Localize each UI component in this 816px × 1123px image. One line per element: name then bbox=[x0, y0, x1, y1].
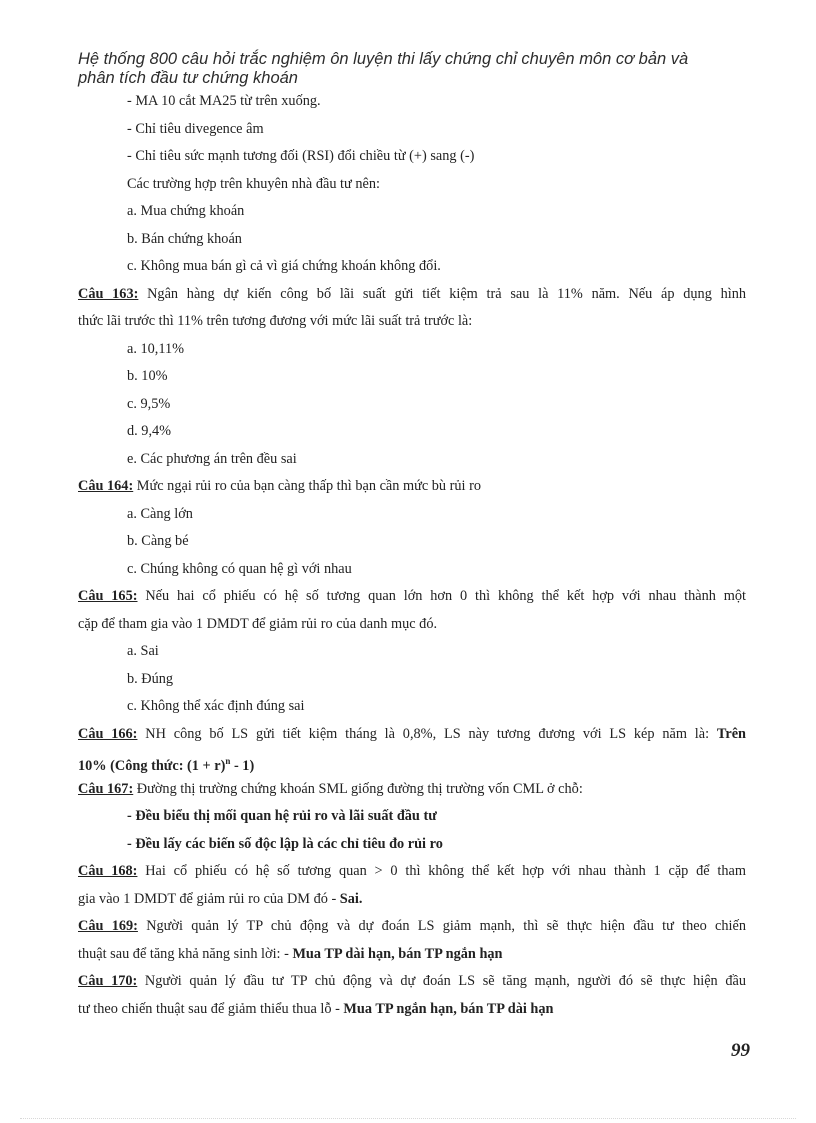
question-text: Người quản lý đầu tư TP chủ động và dự đoán LS sẽ tăng mạnh, người đó sẽ thực hiện đầu bbox=[137, 973, 746, 989]
question-label: Câu 166: bbox=[78, 726, 138, 742]
option-b: b. Đúng bbox=[127, 671, 174, 687]
option-a: a. Mua chứng khoán bbox=[127, 203, 245, 219]
question-text: thức lãi trước thì 11% trên tương đương với mức lãi suất trả trước là: bbox=[78, 313, 473, 329]
page-number: 99 bbox=[731, 1040, 750, 1061]
question-label: Câu 169: bbox=[78, 918, 138, 934]
question-text: Nếu hai cổ phiếu có hệ số tương quan lớn hơn 0 thì không thể kết hợp với nhau thành một bbox=[137, 588, 746, 604]
option-b: b. Càng bé bbox=[127, 533, 189, 549]
answer-line: - Đều lấy các biến số độc lập là các chỉ tiêu đo rủi ro bbox=[127, 836, 443, 852]
answer-text: Mua TP ngắn hạn, bán TP dài hạn bbox=[343, 1001, 554, 1017]
question-170 bbox=[78, 971, 746, 991]
question-169 bbox=[78, 916, 746, 936]
header-title-line-1: Hệ thống 800 câu hỏi trắc nghiệm ôn luyện thi lấy chứng chỉ chuyên môn cơ bản và bbox=[78, 50, 689, 68]
question-text bbox=[78, 889, 362, 909]
question-label: Câu 163: bbox=[78, 286, 139, 302]
option-a: a. Càng lớn bbox=[127, 506, 193, 522]
question-label: Câu 167: bbox=[78, 781, 134, 797]
text-line: - Chỉ tiêu divegence âm bbox=[127, 121, 264, 137]
option-c: c. Chúng không có quan hệ gì với nhau bbox=[127, 561, 352, 577]
answer-text: Mua TP dài hạn, bán TP ngắn hạn bbox=[292, 946, 503, 962]
option-a: a. 10,11% bbox=[127, 341, 185, 357]
option-b: b. 10% bbox=[127, 368, 168, 384]
option-c: c. 9,5% bbox=[127, 396, 171, 412]
option-c: c. Không mua bán gì cả vì giá chứng khoán không đổi. bbox=[127, 258, 441, 274]
answer-formula bbox=[78, 751, 255, 774]
question-label: Câu 164: bbox=[78, 478, 134, 494]
question-text: tư theo chiến thuật sau để giảm thiểu thua lỗ - bbox=[78, 1001, 344, 1017]
question-165 bbox=[78, 586, 746, 606]
question-text: Đường thị trường chứng khoán SML giống đường thị trường vốn CML ở chỗ: bbox=[133, 781, 583, 797]
footer-divider bbox=[20, 1118, 796, 1119]
question-167 bbox=[78, 779, 583, 799]
answer-line: - Đều biểu thị mối quan hệ rủi ro và lãi suất đầu tư bbox=[127, 808, 437, 824]
page-header bbox=[78, 50, 758, 88]
question-text bbox=[78, 944, 503, 964]
question-label: Câu 170: bbox=[78, 973, 138, 989]
question-text: Người quản lý TP chủ động và dự đoán LS giảm mạnh, thì sẽ thực hiện đầu tư theo chiến bbox=[137, 918, 746, 934]
question-label: Câu 165: bbox=[78, 588, 138, 604]
formula-exponent: n bbox=[225, 756, 231, 766]
question-164 bbox=[78, 476, 481, 496]
answer-text: Sai. bbox=[339, 891, 363, 907]
option-c: c. Không thể xác định đúng sai bbox=[127, 698, 305, 714]
question-text: Ngân hàng dự kiến công bố lãi suất gửi tiết kiệm trả sau là 11% năm. Nếu áp dụng hình bbox=[138, 286, 746, 302]
question-text: thuật sau để tăng khả năng sinh lời: - bbox=[78, 946, 293, 962]
question-label: Câu 168: bbox=[78, 863, 138, 879]
question-text: NH công bố LS gửi tiết kiệm tháng là 0,8%, LS này tương đương với LS kép năm là: bbox=[137, 726, 717, 742]
answer-text: Trên bbox=[716, 726, 746, 742]
question-163 bbox=[78, 284, 746, 304]
option-b: b. Bán chứng khoán bbox=[127, 231, 242, 247]
question-168 bbox=[78, 861, 746, 881]
formula-text: - 1) bbox=[230, 757, 255, 774]
option-e: e. Các phương án trên đều sai bbox=[127, 451, 297, 467]
text-line: - Chỉ tiêu sức mạnh tương đối (RSI) đổi chiều từ (+) sang (-) bbox=[127, 148, 475, 164]
option-a: a. Sai bbox=[127, 643, 159, 659]
question-text: Mức ngại rủi ro của bạn càng thấp thì bạn cần mức bù rủi ro bbox=[133, 478, 482, 494]
question-text bbox=[78, 999, 553, 1019]
question-text: gia vào 1 DMDT để giảm rủi ro của DM đó - bbox=[78, 891, 340, 907]
text-line: - MA 10 cắt MA25 từ trên xuống. bbox=[127, 93, 321, 109]
formula-text: 10% (Công thức: (1 + r) bbox=[78, 757, 226, 774]
header-title-line-2: phân tích đầu tư chứng khoán bbox=[78, 69, 298, 87]
question-166 bbox=[78, 724, 746, 744]
question-text: Hai cổ phiếu có hệ số tương quan > 0 thì không thể kết hợp với nhau thành 1 cặp để tham bbox=[137, 863, 746, 879]
question-text: cặp để tham gia vào 1 DMDT để giảm rủi ro của danh mục đó. bbox=[78, 616, 438, 632]
text-line: Các trường hợp trên khuyên nhà đầu tư nên: bbox=[127, 176, 380, 192]
option-d: d. 9,4% bbox=[127, 423, 172, 439]
